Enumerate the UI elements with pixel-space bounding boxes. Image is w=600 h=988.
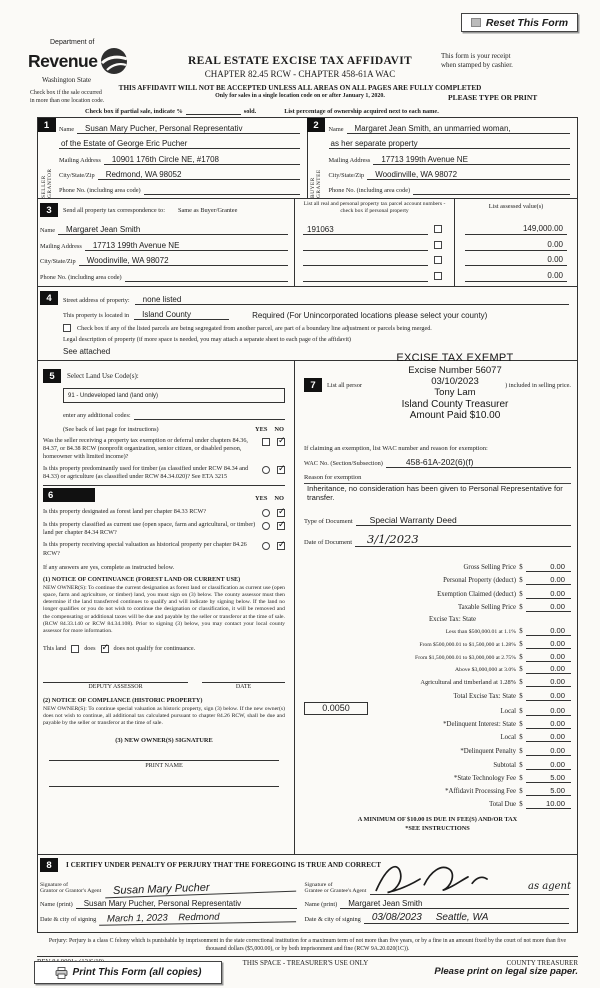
grantee-signature-scrawl — [372, 858, 492, 898]
stamp-treasurer-title: Island County Treasurer — [401, 398, 509, 410]
additional-codes-input[interactable] — [134, 409, 285, 420]
grantor-side-label: GRANTOR — [46, 168, 53, 198]
tax-input-tier4[interactable]: 0.00 — [526, 664, 571, 674]
tax-correspondence-section — [37, 199, 578, 287]
s3-phone-label: Phone No. (including area code) — [40, 273, 122, 281]
notice1-body: NEW OWNER(S): To continue the current designation as forest land or classification as current use (open space, farm and agriculture, or timber) land, you must sign on (3) below. The county assessor must then determine if the land transferred continues to qualify and will indicate by signing below. If the land no longer qualifies or you do not wish to continue the designation or classification, it will be removed and the compensating or additional taxes will be due and payable by the seller or transferor at the time of sale. (RCW 84.33.140 or RCW 84.34.108). Prior to signing (3) below, you may contact your local county assessor for more information. — [43, 584, 285, 635]
deputy-assessor-label: DEPUTY ASSESSOR — [88, 683, 143, 690]
notice2-title: (2) NOTICE OF COMPLIANCE (HISTORIC PROPERTY) — [43, 696, 203, 704]
main-columns — [37, 361, 578, 855]
tax-label-local: Local — [500, 707, 516, 715]
land-use-title: Select Land Use Code(s): — [67, 372, 139, 380]
tax-label-tech-fee: *State Technology Fee — [453, 774, 516, 782]
tax-input-personal[interactable]: 0.00 — [526, 575, 571, 585]
stamp-excise-number: Excise Number 56077 — [408, 364, 502, 376]
send-correspondence-label: Send all property tax correspondence to: — [63, 206, 165, 214]
tax-input-processing-fee[interactable]: 5.00 — [526, 786, 571, 796]
s5-q1-yes-checkbox[interactable] — [262, 438, 270, 446]
tax-input-delinq-penalty[interactable]: 0.00 — [526, 746, 571, 756]
tax-label-gross: Gross Selling Price — [463, 564, 516, 572]
s6-yes-header: YES — [254, 495, 268, 503]
currency-sign: $ — [519, 707, 523, 715]
type-or-print-note: PLEASE TYPE OR PRINT — [448, 93, 538, 102]
grantor-signature-input[interactable]: Susan Mary Pucher — [105, 879, 297, 899]
s6-q1-yes-checkbox[interactable] — [262, 509, 270, 517]
s6-no-header: NO — [274, 495, 284, 503]
multi-location-note-1: Check box if the sale occurred — [30, 90, 102, 96]
currency-sign: $ — [519, 603, 523, 611]
currency-sign: $ — [519, 761, 523, 769]
currency-sign: $ — [519, 801, 523, 809]
s3-name-input[interactable]: Margaret Jean Smith — [58, 224, 288, 235]
sold-note: sold. — [243, 108, 257, 115]
tax-label-delinq-penalty: *Delinquent Penalty — [460, 748, 516, 756]
s6-q3-yes-checkbox[interactable] — [262, 542, 270, 550]
s3-mailing-input[interactable]: 17713 199th Avenue NE — [85, 240, 288, 251]
s6-q2-no-checkbox[interactable] — [277, 522, 285, 530]
s6-q1-no-checkbox[interactable] — [277, 509, 285, 517]
see-instructions-footnote: *SEE INSTRUCTIONS — [405, 825, 470, 833]
additional-codes-label: enter any additional codes: — [63, 412, 131, 419]
personal-property-checkbox-2[interactable] — [434, 241, 442, 249]
dept-line: Department of — [50, 39, 95, 46]
doc-type-label: Type of Document — [304, 518, 353, 525]
s3-name-label: Name — [40, 227, 56, 235]
property-location-section — [37, 287, 578, 361]
grantor-signature-label: Signature of Grantor or Grantor's Agent — [40, 881, 102, 895]
tax-input-tech-fee[interactable]: 5.00 — [526, 773, 571, 783]
personal-property-checkbox-3[interactable] — [434, 256, 442, 264]
right-column — [295, 361, 577, 854]
tax-input-local[interactable]: 0.00 — [526, 706, 571, 716]
currency-sign: $ — [519, 692, 523, 700]
tax-label-tier3: From $1,500,000.01 to $3,000,000 at 2.75% — [415, 654, 516, 661]
agency-logo — [28, 39, 129, 84]
grantee-name-print-input[interactable]: Margaret Jean Smith — [340, 898, 569, 909]
buyer-name-input[interactable]: Margaret Jean Smith, an unmarried woman, — [347, 123, 570, 134]
tax-input-taxable[interactable]: 0.00 — [526, 602, 571, 612]
currency-sign: $ — [519, 679, 523, 687]
reason-line-2: transfer. — [307, 493, 335, 502]
tax-label-subtotal: Subtotal — [493, 761, 516, 769]
tax-label-personal: Personal Property (deduct) — [443, 577, 516, 585]
reason-input[interactable] — [304, 483, 571, 502]
grantee-signature-label: Signature of Grantee or Grantee's Agent — [304, 881, 367, 895]
s5-q2-no-checkbox[interactable] — [277, 466, 285, 474]
deputy-date-input[interactable] — [202, 673, 285, 683]
receipt-note-1: This form is your receipt — [441, 52, 511, 60]
parcel-numbers-header: List all real and personal property tax parcel account numbers - check box if personal property — [303, 201, 446, 214]
personal-property-checkbox-4[interactable] — [434, 272, 442, 280]
assessed-value-input-2[interactable]: 0.00 — [465, 240, 567, 251]
legal-description-label: Legal description of property (if more space is needed, you may attach a separate sheet to each page of the affidavit) — [63, 336, 351, 343]
list-personal-property-prefix: List all persor — [327, 381, 362, 389]
buyer-city-label: City/State/Zip — [328, 171, 365, 179]
ownership-note: List percentage of ownership acquired next to each name. — [284, 108, 439, 115]
buyer-grantee-block — [308, 118, 578, 198]
treasurer-use-only-label: THIS SPACE - TREASURER'S USE ONLY — [242, 959, 369, 968]
legal-description-input[interactable]: See attached — [63, 347, 111, 356]
tax-input-delinq-interest-local[interactable]: 0.00 — [526, 732, 571, 742]
reset-form-button[interactable] — [461, 13, 578, 32]
left-column — [38, 361, 295, 854]
street-address-label: Street address of property: — [63, 297, 130, 304]
buyer-name-input-2[interactable]: as her separate property — [329, 138, 571, 149]
currency-sign: $ — [519, 628, 523, 636]
section-7-number: 7 — [304, 378, 322, 392]
deputy-date-label: DATE — [235, 683, 252, 690]
parcel-input-4[interactable] — [303, 271, 428, 282]
street-address-input[interactable]: none listed — [135, 294, 569, 305]
tax-input-total-state[interactable]: 0.00 — [526, 691, 571, 701]
assessed-values-header: List assessed value(s) — [488, 203, 544, 210]
seller-name-input-2[interactable]: of the Estate of George Eric Pucher — [59, 138, 300, 149]
partial-sale-percent-input[interactable] — [186, 114, 241, 115]
currency-sign: $ — [519, 720, 523, 728]
seller-side-label: SELLER — [40, 175, 47, 198]
grantee-date-city-label: Date & city of signing — [304, 916, 361, 923]
buyer-mailing-label: Mailing Address — [328, 156, 371, 164]
located-county-select[interactable]: Island County — [134, 309, 229, 320]
land-use-code-value: 91 - Undeveloped land (land only) — [68, 392, 159, 399]
multi-location-note-2: in more than one location code. — [30, 97, 105, 104]
stamp-date: 03/10/2023 — [431, 376, 479, 388]
assessed-value-input-4[interactable]: 0.00 — [465, 271, 567, 282]
print-name-input[interactable] — [49, 769, 279, 787]
assessed-value-input-1[interactable]: 149,000.00 — [465, 224, 567, 235]
reason-exemption-label: Reason for exemption — [304, 474, 362, 481]
buyer-name-label: Name — [328, 126, 344, 133]
grantee-date-city-input[interactable]: 03/08/2023 Seattle, WA — [364, 912, 569, 924]
grantee-side-label: GRANTEE — [316, 169, 322, 198]
s6-q3-text: Is this property receiving special valuation as historical property per chapter 84.26 RCW? — [43, 541, 247, 557]
grantor-date-city-label: Date & city of signing — [40, 916, 97, 923]
buyer-city-input[interactable]: Woodinville, WA 98072 — [367, 169, 570, 180]
section-1-number: 1 — [38, 118, 56, 132]
print-form-button[interactable] — [34, 961, 222, 984]
s6-q2-text: Is this property classified as current use (open space, farm and agricultural, or timber) land per chapter 84.34 RCW? — [43, 521, 256, 537]
seller-city-input[interactable]: Redmond, WA 98052 — [98, 169, 300, 180]
tax-header-excise-state: Excise Tax: State — [429, 615, 476, 623]
doc-type-input[interactable]: Special Warranty Deed — [356, 515, 571, 526]
grantor-name-print-input[interactable]: Susan Mary Pucher, Personal Representativ — [76, 898, 297, 909]
parcel-input-1[interactable]: 191063 — [303, 224, 428, 235]
tax-input-agricultural[interactable]: 0.00 — [526, 677, 571, 687]
s3-city-input[interactable]: Woodinville, WA 98072 — [79, 255, 288, 266]
does-not-checkbox[interactable] — [101, 645, 109, 653]
local-rate-box[interactable]: 0.0050 — [304, 702, 368, 715]
tax-label-agricultural: Agricultural and timberland at 1.28% — [420, 679, 516, 687]
s5-q1-no-checkbox[interactable] — [277, 438, 285, 446]
tax-input-gross[interactable]: 0.00 — [526, 562, 571, 572]
currency-sign: $ — [519, 653, 523, 661]
revenue-logo-icon — [99, 46, 129, 76]
currency-sign: $ — [519, 748, 523, 756]
wac-label: WAC No. (Section/Subsection) — [304, 460, 383, 467]
continuance-prefix: This land — [43, 645, 67, 653]
section-3-number: 3 — [40, 203, 58, 217]
land-use-code-select[interactable] — [63, 388, 285, 403]
currency-sign: $ — [519, 564, 523, 572]
s6-q1-text: Is this property designated as forest land per chapter 84.33 RCW? — [43, 508, 207, 516]
seller-grantor-block — [38, 118, 308, 198]
tax-input-total-due[interactable]: 10.00 — [526, 799, 571, 809]
new-owner-signature-label: (3) NEW OWNER(S) SIGNATURE — [115, 736, 213, 744]
perjury-statement: Perjury: Perjury is a class C felony which is punishable by imprisonment in the state correctional institution for a maximum term of not more than five years, or by a fine in an amount fixed by the court of not more than five thousand dollars ($5,000.00), or by both imprisonment and fine (RCW 9A.20.020(1C)). — [48, 938, 567, 952]
does-not-label: does not qualify for continuance. — [113, 645, 196, 653]
tax-input-tier1[interactable]: 0.00 — [526, 626, 571, 636]
section-8-number: 8 — [40, 858, 58, 872]
buyer-phone-input[interactable] — [413, 184, 570, 195]
agency-name: Revenue — [28, 50, 98, 71]
seller-phone-label: Phone No. (including area code) — [59, 187, 141, 194]
tax-label-processing-fee: *Affidavit Processing Fee — [445, 787, 516, 795]
partial-sale-note: Check box if partial sale, indicate % — [85, 108, 183, 115]
wac-input[interactable]: 458-61A-202(6)(f) — [386, 457, 571, 468]
seller-name-input[interactable]: Susan Mary Pucher, Personal Representativ — [77, 123, 299, 134]
s5-q2-yes-checkbox[interactable] — [262, 466, 270, 474]
does-label: does — [84, 645, 96, 653]
s3-mailing-label: Mailing Address — [40, 242, 82, 250]
minimum-due-note: A MINIMUM OF $10.00 IS DUE IN FEE(S) AND/OR TAX — [357, 816, 518, 824]
tax-label-total-due: Total Due — [489, 801, 516, 809]
notice2-body: NEW OWNER(S): To continue special valuation as historic property, sign (3) below. If the new owner(s) does not wish to continue, all additional tax calculated pursuant to chapter 84.26 RCW, shall be due and payable by the seller or transferor at the time of sale. — [43, 705, 285, 727]
currency-sign: $ — [519, 590, 523, 598]
stamp-amount-paid: Amount Paid $10.00 — [409, 410, 501, 422]
does-checkbox[interactable] — [71, 645, 79, 653]
as-agent-note: as agent — [527, 881, 571, 892]
print-name-label: PRINT NAME — [145, 761, 183, 769]
doc-date-label: Date of Document — [304, 539, 353, 546]
notice1-title: (1) NOTICE OF CONTINUANCE (FOREST LAND OR CURRENT USE) — [43, 575, 241, 583]
segregated-note: Check box if any of the listed parcels are being segregated from another parcel, are part of a boundary line adjustment or parcels being merged. — [77, 324, 432, 332]
buyer-mailing-input[interactable]: 17713 199th Avenue NE — [373, 154, 570, 165]
county-treasurer-label: COUNTY TREASURER — [506, 959, 578, 968]
receipt-note-2: when stamped by cashier. — [441, 61, 513, 70]
parties-section — [37, 117, 578, 199]
tax-label-total-state: Total Excise Tax: State — [453, 692, 516, 700]
section-5-number: 5 — [43, 369, 61, 383]
section-2-number: 2 — [307, 118, 325, 132]
county-required-note: Required (For Unincorporated locations please select your county) — [252, 311, 488, 320]
seller-mailing-label: Mailing Address — [59, 156, 101, 164]
located-in-label: This property is located in — [63, 312, 130, 319]
grantor-date-city-input[interactable]: March 1, 2023 Redmond — [99, 910, 296, 925]
seller-phone-input[interactable] — [144, 184, 300, 195]
certify-statement: I CERTIFY UNDER PENALTY OF PERJURY THAT THE FOREGOING IS TRUE AND CORRECT — [66, 861, 381, 869]
tax-input-subtotal[interactable]: 0.00 — [526, 760, 571, 770]
currency-sign: $ — [519, 577, 523, 585]
parcel-input-2[interactable] — [303, 240, 428, 251]
tax-label-tier4: Above $3,000,000 at 3.0% — [455, 667, 516, 674]
seller-mailing-input[interactable]: 10901 176th Circle NE, #1708 — [104, 154, 300, 165]
personal-property-checkbox-1[interactable] — [434, 225, 442, 233]
stamp-exempt-line: EXCISE TAX EXEMPT — [396, 352, 514, 364]
state-line: Washington State — [42, 76, 92, 84]
s5-q1-text: Was the seller receiving a property tax exemption or deferral under chapters 84.36, 84.37, or 84.38 RCW (nonprofit organization, senior citizen, or disabled person, homeowner with limited income)? — [43, 437, 248, 461]
new-owner-signature-input[interactable] — [49, 744, 279, 761]
tax-label-tier2: From $500,000.01 to $1,500,000 at 1.28% — [419, 641, 516, 648]
currency-sign: $ — [519, 733, 523, 741]
doc-date-input[interactable]: 3/1/2023 — [355, 532, 571, 547]
if-yes-note: If any answers are yes, complete as instructed below. — [43, 563, 175, 571]
deputy-assessor-signature-input[interactable] — [43, 673, 188, 683]
tax-label-delinq-interest-state: *Delinquent Interest: State — [443, 720, 516, 728]
currency-sign: $ — [519, 640, 523, 648]
tax-label-delinq-interest-local: Local — [500, 733, 516, 741]
parcel-input-3[interactable] — [303, 255, 428, 266]
stamp-treasurer-name: Tony Lam — [434, 387, 476, 399]
s5-yes-header: YES — [254, 426, 268, 433]
section-6-number: 6 — [43, 488, 95, 502]
s5-no-header: NO — [274, 426, 284, 433]
tax-label-taxable: Taxable Selling Price — [457, 603, 516, 611]
section-4-number: 4 — [40, 291, 58, 305]
claim-exemption-label: If claiming an exemption, list WAC number and reason for exemption: — [304, 445, 488, 452]
printer-icon — [55, 967, 68, 979]
seller-city-label: City/State/Zip — [59, 171, 95, 179]
print-button-label: Print This Form (all copies) — [72, 967, 202, 978]
reset-icon — [471, 18, 481, 27]
seller-name-label: Name — [59, 126, 75, 133]
grantee-name-print-label: Name (print) — [304, 901, 338, 908]
currency-sign: $ — [519, 774, 523, 782]
currency-sign: $ — [519, 666, 523, 674]
tax-input-delinq-interest-state[interactable]: 0.00 — [526, 719, 571, 729]
assessed-value-input-3[interactable]: 0.00 — [465, 255, 567, 266]
segregated-checkbox[interactable] — [63, 324, 71, 332]
tax-label-tier1: Less than $500,000.01 at 1.1% — [445, 629, 516, 636]
grantee-signature-input[interactable] — [370, 881, 571, 895]
grantor-name-print-label: Name (print) — [40, 901, 73, 908]
tax-input-tier2[interactable]: 0.00 — [526, 639, 571, 649]
list-personal-property-suffix: ) included in selling price. — [505, 381, 571, 389]
form-title: REAL ESTATE EXCISE TAX AFFIDAVIT — [188, 55, 412, 67]
legal-size-note: Please print on legal size paper. — [434, 966, 578, 977]
s5-q2-text: Is this property predominantly used for timber (as classified under RCW 84.34 and 84.33) or agriculture (as classified under RCW 84.34.020)? See ETA 3215 — [43, 465, 249, 481]
reason-line-1: Inheritance, no consideration has been given to Personal Representative for — [307, 484, 563, 493]
s6-q3-no-checkbox[interactable] — [277, 542, 285, 550]
s6-q2-yes-checkbox[interactable] — [262, 522, 270, 530]
s3-phone-input[interactable] — [125, 271, 288, 282]
see-instructions-note: (See back of last page for instructions) — [63, 426, 159, 433]
tax-input-tier3[interactable]: 0.00 — [526, 652, 571, 662]
certification-section — [37, 855, 578, 933]
form-warning: THIS AFFIDAVIT WILL NOT BE ACCEPTED UNLESS ALL AREAS ON ALL PAGES ARE FULLY COMPLETED — [118, 84, 482, 92]
s3-city-label: City/State/Zip — [40, 258, 76, 266]
tax-input-exemption[interactable]: 0.00 — [526, 589, 571, 599]
reset-button-label: Reset This Form — [485, 16, 569, 29]
currency-sign: $ — [519, 787, 523, 795]
treasurer-stamp — [330, 352, 580, 422]
form-subtitle: CHAPTER 82.45 RCW - CHAPTER 458-61A WAC — [204, 69, 396, 79]
single-location-note: Only for sales in a single location code on or after January 1, 2020. — [215, 93, 385, 99]
buyer-side-label: BUYER — [310, 177, 316, 198]
same-as-buyer-label: Same as Buyer/Grantee — [177, 206, 238, 214]
buyer-phone-label: Phone No. (including area code) — [328, 187, 411, 194]
tax-label-exemption: Exemption Claimed (deduct) — [437, 590, 516, 598]
